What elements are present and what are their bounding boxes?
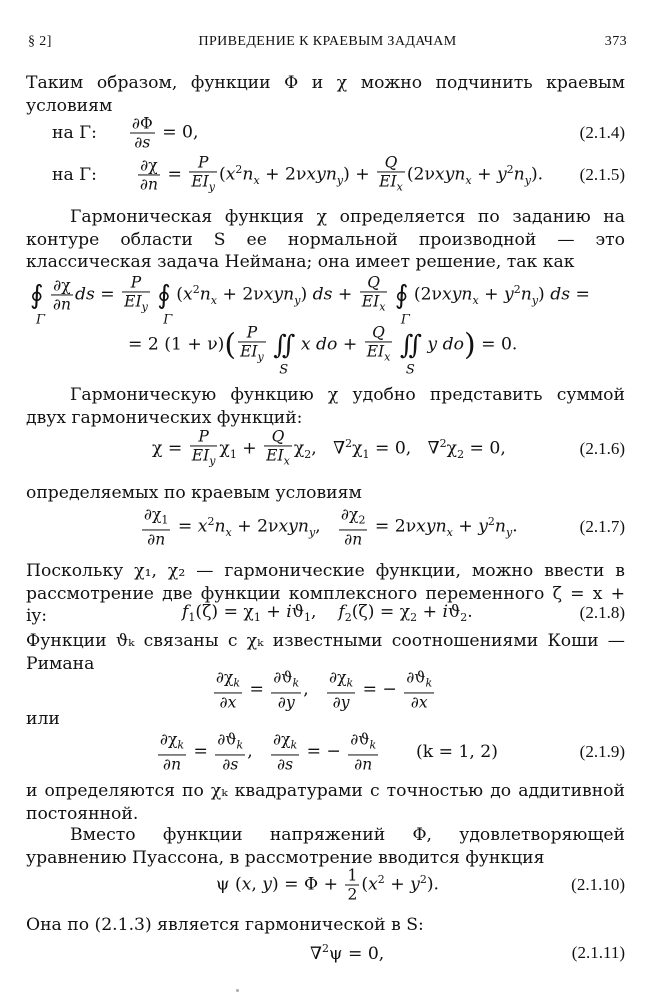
paragraph-cauchy-riemann: Функции ϑₖ связаны с χₖ известными соотношениями Коши — Римана bbox=[26, 631, 625, 674]
integral-equation-line-2 bbox=[26, 322, 625, 377]
equation-2-1-6 bbox=[26, 427, 625, 468]
k-values: (k = 1, 2) bbox=[416, 742, 498, 762]
equation-body: $\frac{\partial\chi_k}{\partial x}$ = $\frac{\partial ϑ_k}{\partial y}$ , $\frac{\partial\chi_k}{\partial y}$ = − $\frac{\partial ϑ_k}{\partial x}$ bbox=[216, 668, 433, 712]
equation-2-1-7 bbox=[26, 505, 625, 549]
equation-number: (2.1.4) bbox=[579, 123, 625, 142]
equation-number: (2.1.7) bbox=[579, 517, 625, 536]
equation-number: (2.1.11) bbox=[571, 943, 625, 962]
equation-body: ∇$^2$ψ = 0, bbox=[310, 942, 385, 964]
paragraph-boundary-defined: определяемых по краевым условиям bbox=[26, 483, 362, 503]
on-gamma-label: на Γ: bbox=[52, 123, 97, 143]
paragraph-quadratures: и определяются по χₖ квадратурами с точностью до аддитивной постоянной. bbox=[26, 781, 625, 824]
page-number: 373 bbox=[604, 34, 627, 49]
print-speck bbox=[236, 989, 239, 992]
paragraph-complex-variable: Поскольку χ₁, χ₂ — гармонические функции, можно ввести в рассмотрение две функции комплексного переменного ζ = x + iy: bbox=[26, 561, 625, 626]
running-header bbox=[28, 34, 627, 54]
equation-number: (2.1.5) bbox=[579, 165, 625, 184]
equation-body: $f_1(\zeta) = \chi_1 + iϑ_1$, $f_2(\zeta) = \chi_2 + iϑ_2$. bbox=[182, 601, 473, 625]
chapter-title: ПРИВЕДЕНИЕ К КРАЕВЫМ ЗАДАЧАМ bbox=[198, 34, 457, 49]
equation-body: $\frac{\partial\Phi}{\partial s}$ = 0, bbox=[132, 114, 199, 152]
equation-body: = 2 (1 + ν)( $\frac{P}{EI_y}$ ∬ S x do + $\frac{Q}{EI_x}$ ∬ S y do) = 0. bbox=[128, 323, 518, 377]
paragraph-sum-of-functions: Гармоническую функцию χ удобно представить суммой двух гармонических функций: bbox=[26, 385, 625, 428]
equation-number: (2.1.8) bbox=[579, 603, 625, 622]
equation-number: (2.1.6) bbox=[579, 439, 625, 458]
equation-2-1-8 bbox=[26, 596, 625, 630]
equation-number: (2.1.10) bbox=[571, 875, 625, 894]
equation-2-1-9 bbox=[26, 732, 625, 772]
equation-2-1-5 bbox=[26, 153, 625, 194]
equation-2-1-11 bbox=[26, 936, 625, 970]
equation-body: ∮ Γ $\frac{\partial\chi}{\partial n}$ ds = $\frac{P}{EI_y}$ ∮ Γ $(x^2n_x + 2\nu xyn_y)$ ds + $\frac{Q}{EI_x}$ ∮ Γ $(2\nu xyn_x + y^2n_y)$ ds = bbox=[30, 273, 590, 327]
equation-body: $\frac{\partial\chi}{\partial n}$ = $\frac{P}{EI_y}$ $(x^2n_x + 2\nu xyn_y)$ + $\frac{Q}{EI_x}$ $(2\nu xyn_x + y^2n_y)$. bbox=[140, 153, 544, 194]
section-marker: § 2] bbox=[28, 34, 52, 49]
paragraph-boundary-conditions: Таким образом, функции Φ и χ можно подчинить краевым условиям bbox=[26, 73, 625, 116]
equation-cauchy-riemann-xy bbox=[26, 670, 625, 710]
equation-body: ψ (x, y) = Φ + $\frac{1}{2}$ $(x^2 + y^2)$. bbox=[216, 866, 439, 904]
equation-body: χ = $\frac{P}{EI_y}$ $\chi_1$ + $\frac{Q}{EI_x}$ $\chi_2$, $\nabla^2\chi_1 = 0$, $\nabla^2\chi_2 = 0$, bbox=[152, 427, 506, 468]
paragraph-neumann: Гармоническая функция χ определяется по заданию на контуре области S ее нормальной производной — это классическая задача Неймана; она имеет решение, так как bbox=[26, 207, 625, 272]
integral-equation-line-1 bbox=[26, 272, 625, 327]
paragraph-harmonic-in-s: Она по (2.1.3) является гармонической в S: bbox=[26, 915, 424, 935]
equation-number: (2.1.9) bbox=[579, 742, 625, 761]
equation-body: $\frac{\partial\chi_k}{\partial n}$ = $\frac{\partial ϑ_k}{\partial s}$ , $\frac{\partial\chi_k}{\partial s}$ = − $\frac{\partial ϑ_k}{\partial n}$ bbox=[160, 730, 377, 774]
paragraph-stress-function: Вместо функции напряжений Φ, удовлетворяющей уравнению Пуассона, в рассмотрение вводится функция bbox=[26, 825, 625, 868]
equation-2-1-10 bbox=[26, 868, 625, 902]
equation-2-1-4 bbox=[26, 116, 625, 150]
paragraph-or: или bbox=[26, 709, 60, 729]
equation-body: $\frac{\partial\chi_1}{\partial n}$ = $x^2n_x + 2\nu xyn_y$, $\frac{\partial\chi_2}{\partial n}$ = $2\nu xyn_x + y^2n_y$. bbox=[144, 505, 518, 549]
on-gamma-label: на Γ: bbox=[52, 165, 97, 185]
